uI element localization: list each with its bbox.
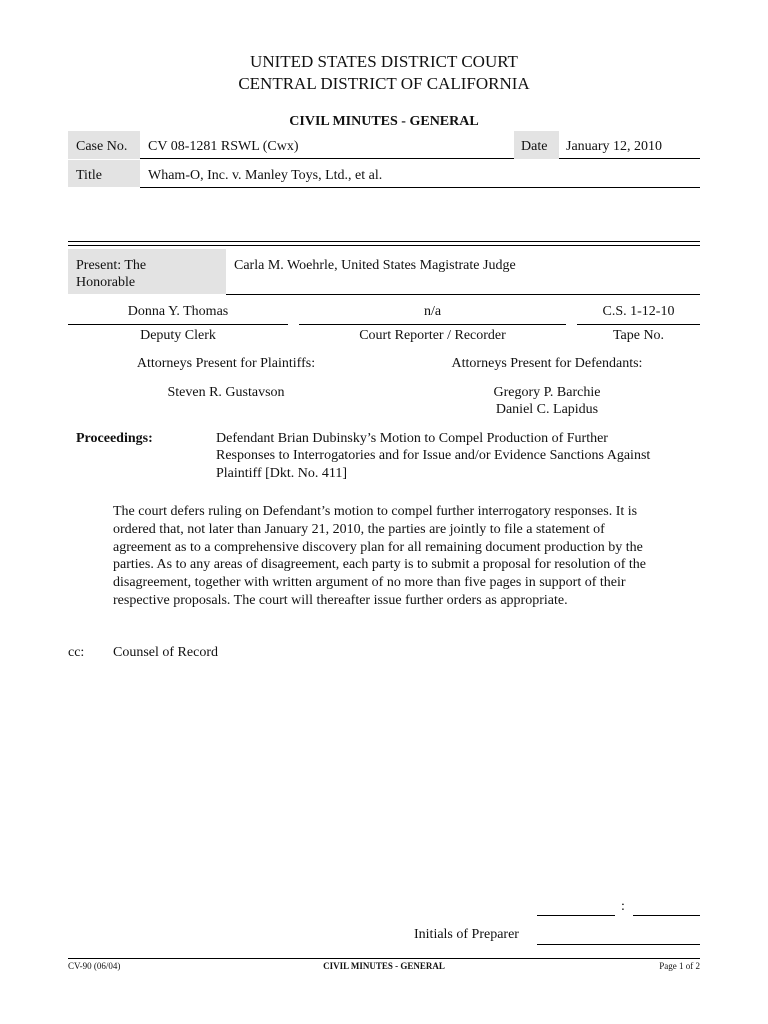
title-underline — [140, 187, 700, 188]
clerk-name: Donna Y. Thomas — [127, 304, 229, 319]
initials-line — [537, 944, 700, 945]
case-title: Wham-O, Inc. v. Manley Toys, Ltd., et al. — [148, 168, 383, 183]
reporter-name: n/a — [423, 304, 442, 319]
case-no-label: Case No. — [76, 139, 128, 154]
time-colon: : — [621, 899, 625, 914]
tape-label: Tape No. — [612, 328, 665, 343]
order-text-line: agreement as to a comprehensive discovery plan for all remaining document production by the — [113, 540, 643, 555]
clerk-label: Deputy Clerk — [140, 328, 216, 343]
form-id: CV-90 (06/04) — [68, 961, 121, 971]
order-text-line: ordered that, not later than January 21, 2010, the parties are jointly to file a statement of — [113, 522, 605, 537]
present-label-line1: Present: The — [76, 258, 147, 273]
order-text-line: The court defers ruling on Defendant’s motion to compel further interrogatory responses. It is — [113, 504, 638, 519]
time-hours-line — [537, 915, 615, 916]
order-text-line: disagreement, together with written argument of no more than five pages in support of their — [113, 575, 626, 590]
plaintiffs-attorneys-label: Attorneys Present for Plaintiffs: — [136, 356, 316, 371]
time-minutes-line — [633, 915, 700, 916]
double-rule-top — [68, 241, 700, 242]
proceedings-line: Responses to Interrogatories and for Issue and/or Evidence Sanctions Against — [216, 448, 651, 463]
proceedings-line: Defendant Brian Dubinsky’s Motion to Compel Production of Further — [216, 431, 608, 446]
date-underline — [559, 158, 700, 159]
plaintiff-attorney: Steven R. Gustavson — [167, 385, 285, 400]
page-number: Page 1 of 2 — [659, 961, 700, 971]
clerk-underline — [68, 324, 288, 325]
tape-number: C.S. 1-12-10 — [602, 304, 675, 319]
judge-underline — [226, 294, 700, 295]
double-rule-bottom — [68, 245, 700, 246]
judge-name: Carla M. Woehrle, United States Magistrate Judge — [234, 258, 516, 273]
cc-value: Counsel of Record — [113, 645, 218, 660]
order-text-line: respective proposals. The court will thereafter issue further orders as appropriate. — [113, 593, 568, 608]
tape-underline — [577, 324, 700, 325]
court-district: CENTRAL DISTRICT OF CALIFORNIA — [238, 74, 530, 93]
case-no-underline — [140, 158, 514, 159]
case-date: January 12, 2010 — [566, 139, 663, 154]
defendant-attorney: Daniel C. Lapidus — [495, 402, 599, 417]
defendant-attorney: Gregory P. Barchie — [493, 385, 601, 400]
proceedings-line: Plaintiff [Dkt. No. 411] — [216, 466, 348, 481]
court-name: UNITED STATES DISTRICT COURT — [250, 52, 518, 71]
date-label: Date — [521, 139, 548, 154]
initials-label: Initials of Preparer — [414, 927, 519, 942]
title-label: Title — [76, 168, 102, 183]
reporter-underline — [299, 324, 566, 325]
defendants-attorneys-label: Attorneys Present for Defendants: — [451, 356, 643, 371]
form-title: CIVIL MINUTES - GENERAL — [289, 114, 479, 129]
cc-label: cc: — [68, 645, 85, 660]
footer-title: CIVIL MINUTES - GENERAL — [323, 961, 445, 971]
proceedings-label: Proceedings: — [76, 431, 153, 446]
order-text-line: parties. As to any areas of disagreement, each party is to submit a proposal for resolution of the — [113, 557, 647, 572]
reporter-label: Court Reporter / Recorder — [359, 328, 506, 343]
footer-rule — [68, 958, 700, 959]
present-label-line2: Honorable — [76, 275, 136, 290]
case-number: CV 08-1281 RSWL (Cwx) — [148, 139, 299, 154]
